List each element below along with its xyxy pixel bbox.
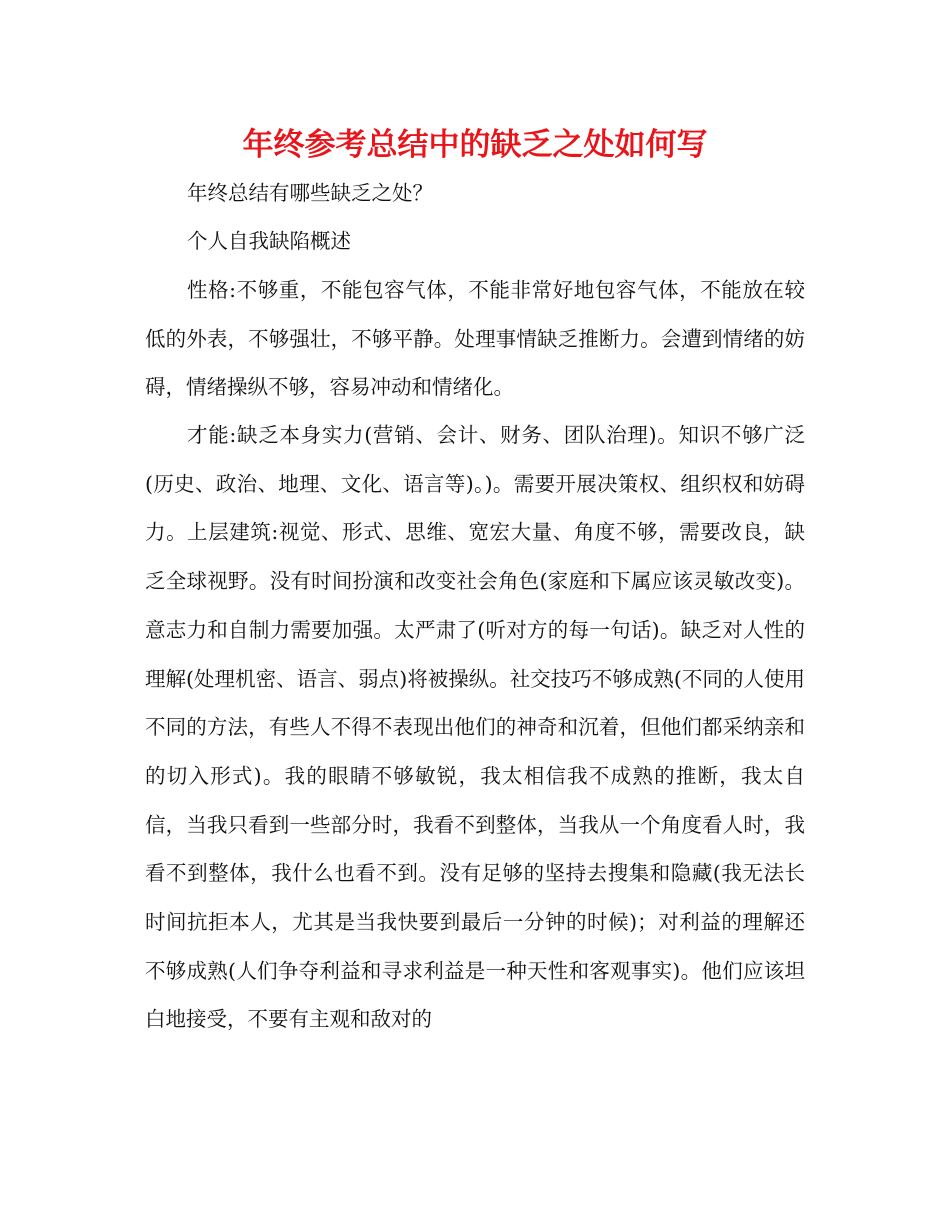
paragraph-ability-text: 才能:缺乏本身实力(营销、会计、财务、团队治理)。知识不够广泛(历史、政治、地理、文化、语言等)。)。需要开展决策权、组织权和妨碍力。上层建筑:视觉、形式、思维、宽宏大量、角度不够，需要改良，缺乏全球视野。没有时间扮演和改变社会角色(家庭和下属应该灵敏改变)。意志力和自制力需要加强。太严肃了(听对方的每一句话)。缺乏对人性的理解(处理机密、语言、弱点)将被操纵。社交技巧不够成熟(不同的人使用不同的方法，有些人不得不表现出他们的神奇和沉着，但他们都采纳亲和的切入形式)。我的眼睛不够敏锐，我太相信我不成熟的推断，我太自信，当我只看到一些部分时，我看不到整体，当我从一个角度看人时，我看不到整体，我什么也看不到。没有足够的坚持去搜集和隐藏(我无法长时间抗拒本人，尤其是当我快要到最后一分钟的时候)；对利益的理解还不够成熟(人们争夺利益和寻求利益是一种天性和客观事实)。他们应该坦白地接受，不要有主观和敌对的 bbox=[145, 423, 805, 1032]
document-title: 年终参考总结中的缺乏之处如何写 bbox=[242, 127, 708, 163]
question-line: 年终总结有哪些缺乏之处？ bbox=[187, 181, 433, 205]
paragraph-character bbox=[145, 266, 805, 412]
section-heading: 个人自我缺陷概述 bbox=[187, 229, 351, 253]
paragraph-character-text: 性格:不够重，不能包容气体，不能非常好地包容气体，不能放在较低的外表，不够强壮，不够平静。处理事情缺乏推断力。会遭到情绪的妨碍，情绪操纵不够，容易冲动和情绪化。 bbox=[145, 278, 805, 400]
paragraph-ability bbox=[145, 411, 805, 1044]
